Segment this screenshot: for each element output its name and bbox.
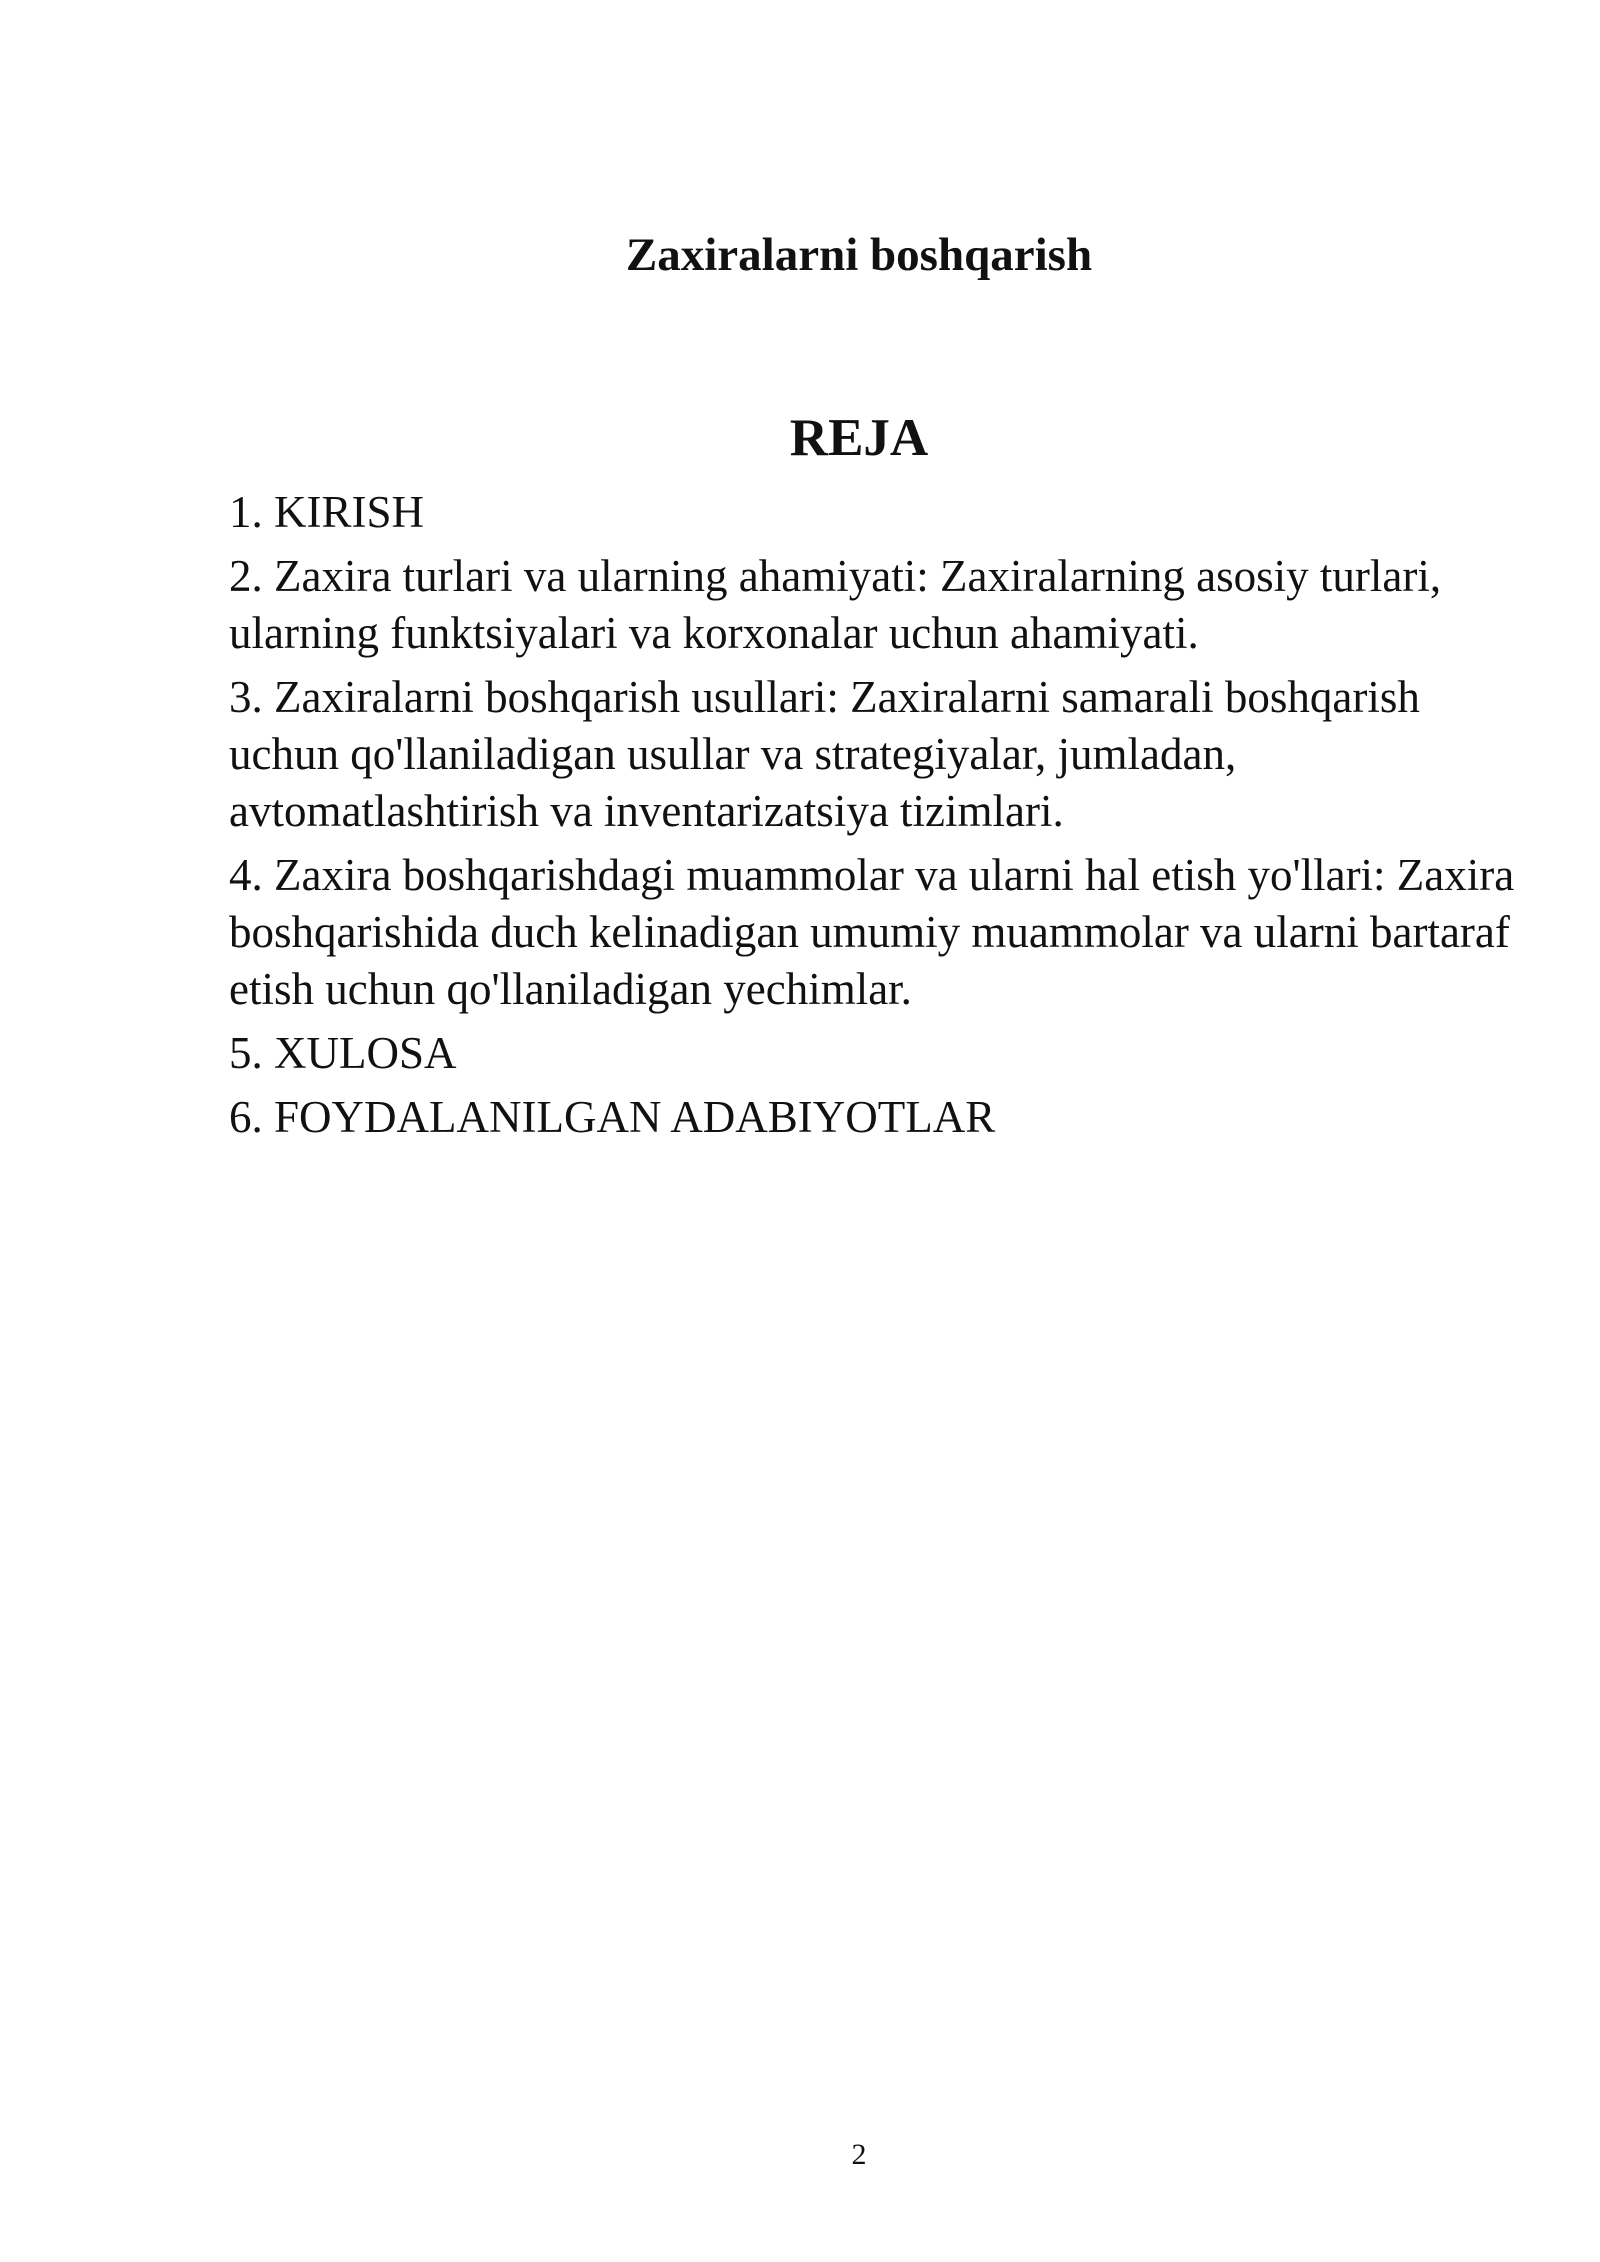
document-title: Zaxiralarni boshqarish (625, 229, 1093, 281)
plan-item-problems-solutions: 4. Zaxira boshqarishdagi muammolar va ularni hal etish yo'llari: Zaxira boshqarishida duch kelinadigan umumiy muammolar va ularni bartaraf etish uchun qo'llaniladigan yechimlar. (229, 850, 1515, 1014)
plan-heading: REJA (789, 409, 929, 467)
plan-list (229, 484, 1519, 1153)
plan-item-management-methods: 3. Zaxiralarni boshqarish usullari: Zaxiralarni samarali boshqarish uchun qo'llaniladigan usullar va strategiyalar, jumladan, avtomatlashtirish va inventarizatsiya tizimlari. (229, 672, 1420, 836)
page-number: 2 (851, 2138, 867, 2171)
plan-item-references: 6. FOYDALANILGAN ADABIYOTLAR (229, 1092, 996, 1142)
plan-item-reserve-types: 2. Zaxira turlari va ularning ahamiyati: Zaxiralarning asosiy turlari, ularning funktsiyalari va korxonalar uchun ahamiyati. (229, 551, 1442, 658)
plan-item-introduction: 1. KIRISH (229, 487, 425, 537)
plan-item-conclusion: 5. XULOSA (229, 1028, 457, 1078)
